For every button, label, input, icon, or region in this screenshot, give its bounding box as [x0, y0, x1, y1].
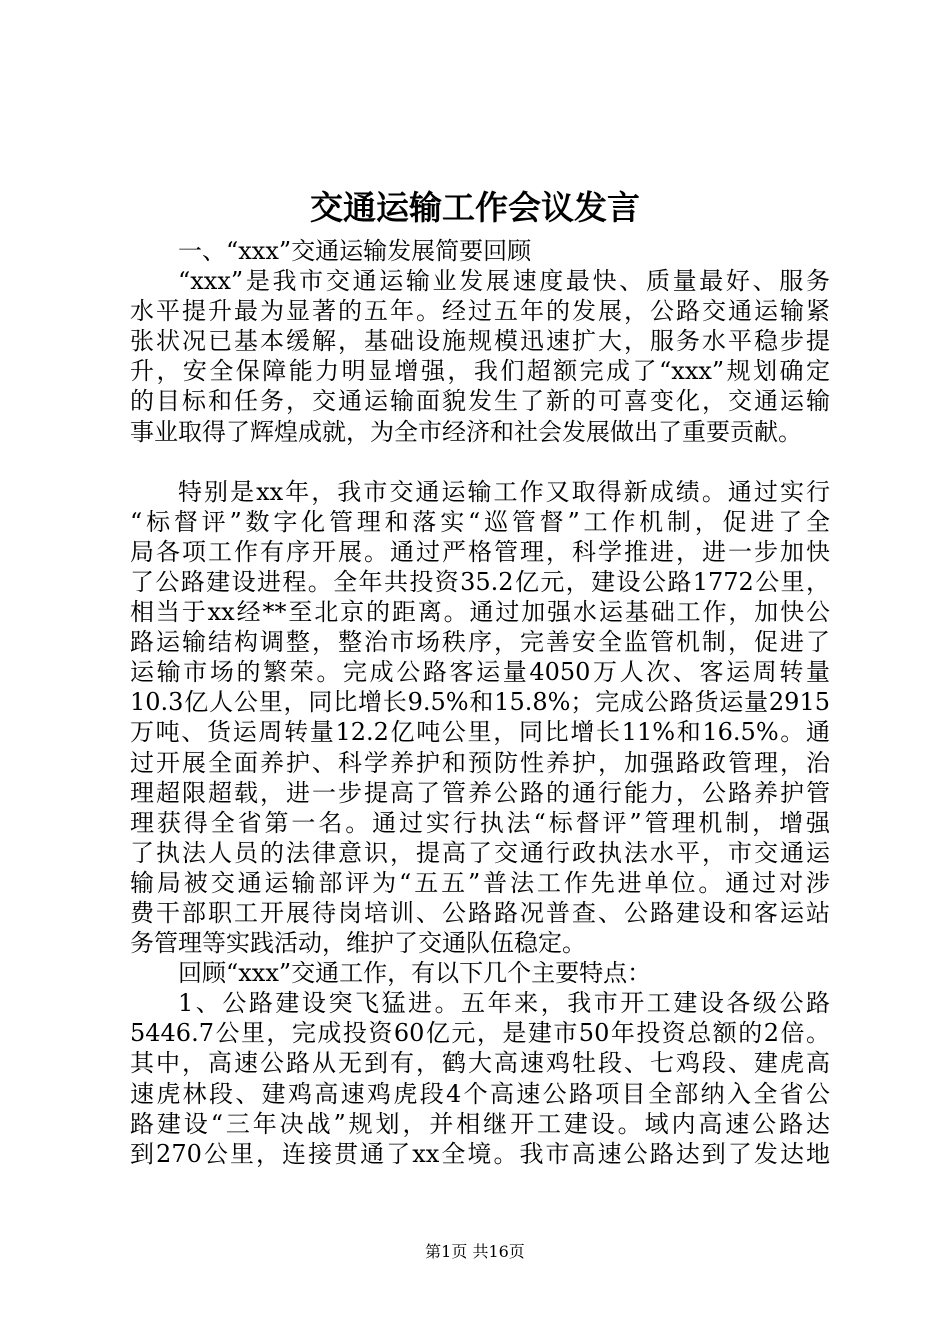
text-line: 万吨、货运周转量12.2亿吨公里，同比增长11%和16.5%。通 [130, 718, 830, 747]
document-body [130, 236, 830, 1169]
text-line: 了公路建设进程。全年共投资35.2亿元，建设公路1772公里， [130, 567, 830, 596]
text-line: 局各项工作有序开展。通过严格管理，科学推进，进一步加快 [130, 537, 830, 566]
text-line: 升，安全保障能力明显增强，我们超额完成了“xxx”规划确定 [130, 357, 830, 386]
paragraph-gap [130, 447, 830, 477]
text-line: 了执法人员的法律意识，提高了交通行政执法水平，市交通运 [130, 838, 830, 867]
text-line: 特别是xx年，我市交通运输工作又取得新成绩。通过实行 [178, 477, 830, 506]
text-line: 务管理等实践活动，维护了交通队伍稳定。 [130, 929, 586, 958]
text-line: 事业取得了辉煌成就，为全市经济和社会发展做出了重要贡献。 [130, 417, 802, 446]
text-line: “标督评”数字化管理和落实“巡管督”工作机制，促进了全 [130, 507, 830, 536]
text-line: “xxx”是我市交通运输业发展速度最快、质量最好、服务 [178, 267, 830, 296]
text-line: 张状况已基本缓解，基础设施规模迅速扩大，服务水平稳步提 [130, 327, 830, 356]
text-line: 理获得全省第一名。通过实行执法“标督评”管理机制，增强 [130, 808, 830, 837]
text-line: 1、公路建设突飞猛进。五年来，我市开工建设各级公路 [178, 989, 830, 1018]
text-line: 路运输结构调整，整治市场秩序，完善安全监管机制，促进了 [130, 628, 830, 657]
text-line: 5446.7公里，完成投资60亿元，是建市50年投资总额的2倍。 [130, 1019, 830, 1048]
text-line: 的目标和任务，交通运输面貌发生了新的可喜变化，交通运输 [130, 387, 830, 416]
text-line: 理超限超载，进一步提高了管养公路的通行能力，公路养护管 [130, 778, 830, 807]
text-line: 速虎林段、建鸡高速鸡虎段4个高速公路项目全部纳入全省公 [130, 1079, 830, 1108]
text-line: 过开展全面养护、科学养护和预防性养护，加强路政管理，治 [130, 748, 830, 777]
text-line: 10.3亿人公里，同比增长9.5%和15.8%；完成公路货运量2915 [130, 688, 830, 717]
page-footer: 第1页 共16页 [425, 1242, 525, 1261]
text-line: 一、“xxx”交通运输发展简要回顾 [178, 237, 532, 265]
text-line: 回顾“xxx”交通工作，有以下几个主要特点： [178, 959, 652, 988]
document-title: 交通运输工作会议发言 [310, 188, 640, 227]
text-line: 输局被交通运输部评为“五五”普法工作先进单位。通过对涉 [130, 868, 830, 897]
text-line: 到270公里，连接贯通了xx全境。我市高速公路达到了发达地 [130, 1139, 830, 1168]
text-line: 路建设“三年决战”规划，并相继开工建设。域内高速公路达 [130, 1109, 830, 1138]
text-line: 水平提升最为显著的五年。经过五年的发展，公路交通运输紧 [130, 297, 830, 326]
text-line: 运输市场的繁荣。完成公路客运量4050万人次、客运周转量 [130, 658, 830, 687]
text-line: 其中，高速公路从无到有，鹤大高速鸡牡段、七鸡段、建虎高 [130, 1049, 830, 1078]
text-line: 相当于xx经**至北京的距离。通过加强水运基础工作，加快公 [130, 598, 830, 627]
text-line: 费干部职工开展待岗培训、公路路况普查、公路建设和客运站 [130, 898, 830, 927]
